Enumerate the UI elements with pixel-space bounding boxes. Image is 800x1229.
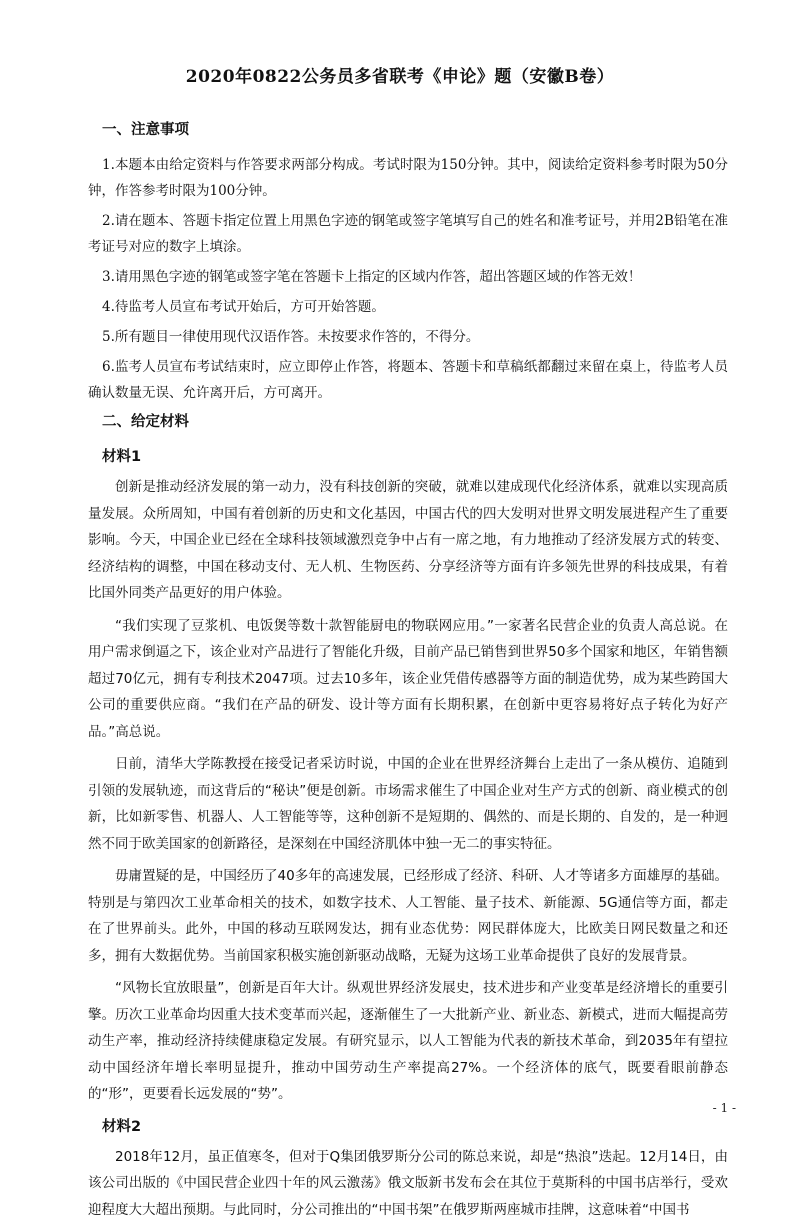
note-item: 1.本题本由给定资料与作答要求两部分构成。考试时限为150分钟。其中，阅读给定资料参考时限为50分钟，作答参考时限为100分钟。 — [88, 157, 728, 199]
note-item: 5.所有题目一律使用现代汉语作答。未按要求作答的，不得分。 — [102, 329, 480, 345]
note-item: 3.请用黑色字迹的钢笔或签字笔在答题卡上指定的区域内作答，超出答题区域的作答无效！ — [102, 269, 642, 285]
material-2-body — [88, 1144, 728, 1224]
paragraph: 毋庸置疑的是，中国经历了40多年的高速发展，已经形成了经济、科研、人才等诸多方面雄厚的基础。特别是与第四次工业革命相关的技术，如数字技术、人工智能、量子技术、新能源、5G通信等方面，都走在了世界前头。此外，中国的移动互联网发达，拥有业态优势：网民群体庞大，比欧美日网民数量之和还多，拥有大数据优势。当前国家积极实施创新驱动战略，无疑为这场工业革命提供了良好的发展背景。 — [88, 868, 728, 964]
material-2-heading: 材料2 — [102, 1118, 142, 1135]
document-title: 2020年0822公务员多省联考《申论》题（安徽B卷） — [185, 67, 615, 87]
section-heading-notes: 一、注意事项 — [102, 122, 189, 138]
paragraph: “我们实现了豆浆机、电饭煲等数十款智能厨电的物联网应用。”一家著名民营企业的负责人高总说。在用户需求倒逼之下，该企业对产品进行了智能化升级，目前产品已销售到世界50多个国家和地区，年销售额超过70亿元，拥有专利技术2047项。过去10多年，该企业凭借传感器等方面的制造优势，成为某些跨国大公司的重要供应商。“我们在产品的研发、设计等方面有长期积累，在创新中更容易将好点子转化为好产品。”高总说。 — [88, 617, 728, 740]
document-body — [88, 118, 728, 1229]
note-item: 6.监考人员宣布考试结束时，应立即停止作答，将题本、答题卡和草稿纸都翻过来留在桌上，待监考人员确认数量无误、允许离开后，方可离开。 — [88, 359, 728, 401]
material-1-body — [88, 474, 728, 1108]
paragraph: 2018年12月，虽正值寒冬，但对于Q集团俄罗斯分公司的陈总来说，却是“热浪”迭起。12月14日，由该公司出版的《中国民营企业四十年的风云激荡》俄文版新书发布会在其位于莫斯科的中国书店举行，受欢迎程度大大超出预期。与此同时，分公司推出的“中国书架”在俄罗斯两座城市挂牌，这意味着“中国书 — [88, 1148, 728, 1218]
paragraph: 日前，清华大学陈教授在接受记者采访时说，中国的企业在世界经济舞台上走出了一条从模仿、追随到引领的发展轨迹，而这背后的“秘诀”便是创新。市场需求催生了中国企业对生产方式的创新、商业模式的创新，比如新零售、机器人、人工智能等等，这种创新不是短期的、偶然的、而是长期的、自发的，是一种迥然不同于欧美国家的创新路径，是深刻在中国经济肌体中独一无二的事实特征。 — [88, 756, 728, 852]
notes-list — [88, 152, 728, 406]
material-1-heading: 材料1 — [102, 449, 142, 465]
section-heading-materials: 二、给定材料 — [102, 414, 189, 430]
paragraph: 创新是推动经济发展的第一动力，没有科技创新的突破，就难以建成现代化经济体系，就难以实现高质量发展。众所周知，中国有着创新的历史和文化基因，中国古代的四大发明对世界文明发展进程产生了重要影响。今天，中国企业已经在全球科技领域激烈竞争中占有一席之地，有力地推动了经济发展方式的转变、经济结构的调整，中国在移动支付、无人机、生物医药、分享经济等方面有许多领先世界的科技成果，有着比国外同类产品更好的用户体验。 — [88, 479, 728, 601]
note-item: 2.请在题本、答题卡指定位置上用黑色字迹的钢笔或签字笔填写自己的姓名和准考证号，并用2B铅笔在准考证号对应的数字上填涂。 — [88, 213, 728, 255]
note-item: 4.待监考人员宣布考试开始后，方可开始答题。 — [102, 299, 385, 315]
paragraph: “风物长宜放眼量”，创新是百年大计。纵观世界经济发展史，技术进步和产业变革是经济增长的重要引擎。历次工业革命均因重大技术变革而兴起，逐渐催生了一大批新产业、新业态、新模式，进而大幅提高劳动生产率，推动经济持续健康稳定发展。有研究显示，以人工智能为代表的新技术革命，到2035年有望拉动中国经济年增长率明显提升，推动中国劳动生产率提高27%。一个经济体的底气，既要看眼前静态的“形”，更要看长远发展的“势”。 — [88, 980, 728, 1102]
page-number: - 1 - — [712, 1101, 736, 1115]
